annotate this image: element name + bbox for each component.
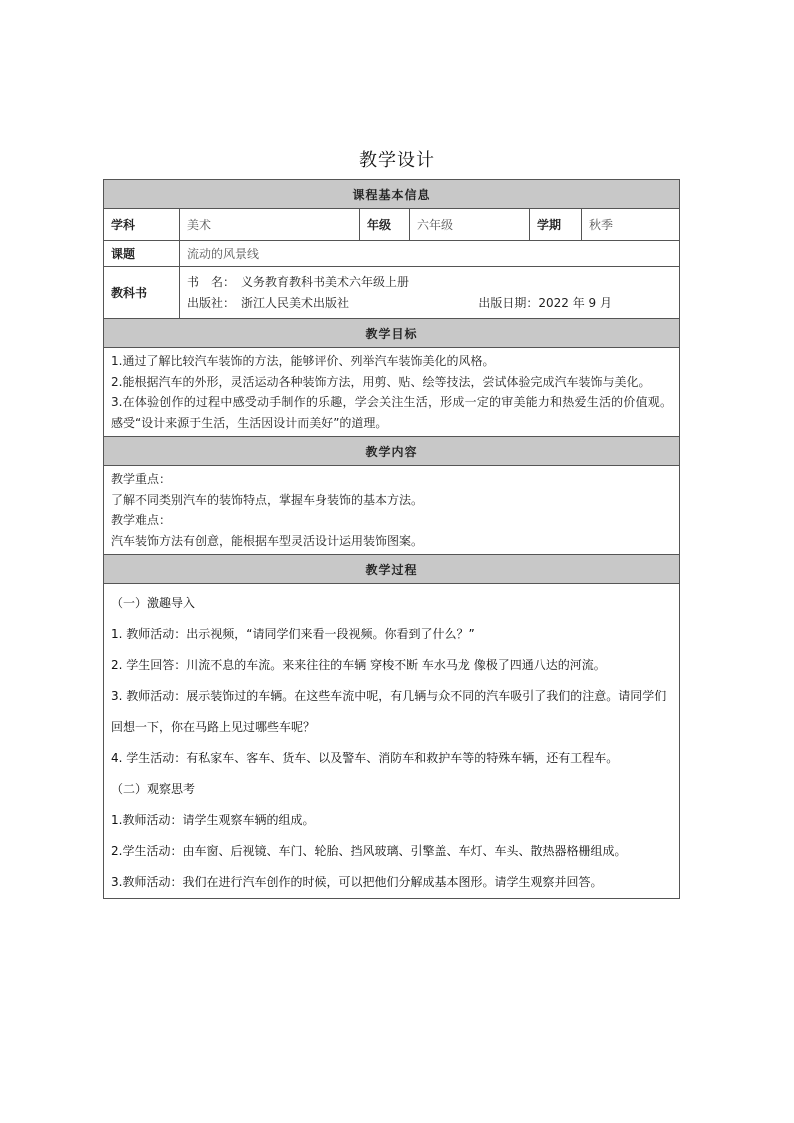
- difficulty-label: 教学难点：: [111, 513, 172, 527]
- key-points-text: 了解不同类别汽车的装饰特点，掌握车身装饰的基本方法。: [111, 492, 424, 507]
- process-step: 3.教师活动：我们在进行汽车创作的时候，可以把他们分解成基本图形。请学生观察并回答。: [111, 875, 603, 889]
- objectives-row: [104, 348, 680, 437]
- textbook-label: 教科书: [104, 267, 180, 319]
- textbook-row: [104, 267, 680, 319]
- grade-value: 六年级: [410, 209, 530, 241]
- publish-date: 出版日期：2022 年 9 月: [478, 295, 613, 310]
- content-row: [104, 466, 680, 555]
- topic-label: 课题: [104, 241, 180, 267]
- objectives-list: [104, 348, 680, 437]
- publisher: 出版社： 浙江人民美术出版社: [187, 295, 350, 310]
- process-section-title: （一）激趣导入: [111, 596, 196, 610]
- document-title: 教学设计: [359, 150, 435, 171]
- publisher-line: [187, 293, 672, 314]
- content-body: [104, 466, 680, 555]
- objectives-heading: 教学目标: [104, 319, 680, 348]
- term-value: 秋季: [582, 209, 680, 241]
- process-step: 2.学生活动：由车窗、后视镜、车门、轮胎、挡风玻璃、引擎盖、车灯、车头、散热器格栅组成。: [111, 844, 627, 858]
- subject-label: 学科: [104, 209, 180, 241]
- objective-item: 2.能根据汽车的外形，灵活运动各种装饰方法，用剪、贴、绘等技法，尝试体验完成汽车装饰与美化。: [111, 374, 651, 389]
- content-heading: 教学内容: [104, 437, 680, 466]
- objectives-header-row: [104, 319, 680, 348]
- topic-value: 流动的风景线: [180, 241, 680, 267]
- process-step: 2. 学生回答：川流不息的车流。来来往往的车辆 穿梭不断 车水马龙 像极了四通八达的河流。: [111, 658, 606, 672]
- textbook-info: [180, 267, 680, 319]
- difficulty-text: 汽车装饰方法有创意，能根据车型灵活设计运用装饰图案。: [111, 533, 424, 548]
- grade-label: 年级: [360, 209, 410, 241]
- process-step: 1. 教师活动：出示视频，“请同学们来看一段视频。你看到了什么？”: [111, 627, 475, 641]
- subject-value: 美术: [180, 209, 360, 241]
- process-body: [104, 584, 680, 899]
- key-points-label: 教学重点：: [111, 472, 172, 486]
- topic-row: [104, 241, 680, 267]
- process-step: 4. 学生活动：有私家车、客车、货车、以及警车、消防车和救护车等的特殊车辆，还有工程车。: [111, 751, 619, 765]
- book-name-line: [187, 272, 672, 293]
- basic-info-heading: 课程基本信息: [104, 180, 680, 209]
- lesson-plan-table: [103, 179, 680, 899]
- process-step: 1.教师活动：请学生观察车辆的组成。: [111, 813, 315, 827]
- process-header-row: [104, 555, 680, 584]
- process-row: [104, 584, 680, 899]
- process-section-title: （二）观察思考: [111, 782, 196, 796]
- term-label: 学期: [530, 209, 582, 241]
- objective-item: 3.在体验创作的过程中感受动手制作的乐趣，学会关注生活，形成一定的审美能力和热爱生活的价值观。感受“设计来源于生活，生活因设计而美好”的道理。: [111, 395, 673, 430]
- basic-info-header-row: [104, 180, 680, 209]
- objective-item: 1.通过了解比较汽车装饰的方法，能够评价、列举汽车装饰美化的风格。: [111, 354, 495, 368]
- subject-row: [104, 209, 680, 241]
- process-heading: 教学过程: [104, 555, 680, 584]
- book-name: 书 名： 义务教育教科书美术六年级上册: [187, 274, 410, 289]
- content-header-row: [104, 437, 680, 466]
- process-step: 3. 教师活动：展示装饰过的车辆。在这些车流中呢，有几辆与众不同的汽车吸引了我们的注意。请同学们回想一下，你在马路上见过哪些车呢？: [111, 689, 667, 734]
